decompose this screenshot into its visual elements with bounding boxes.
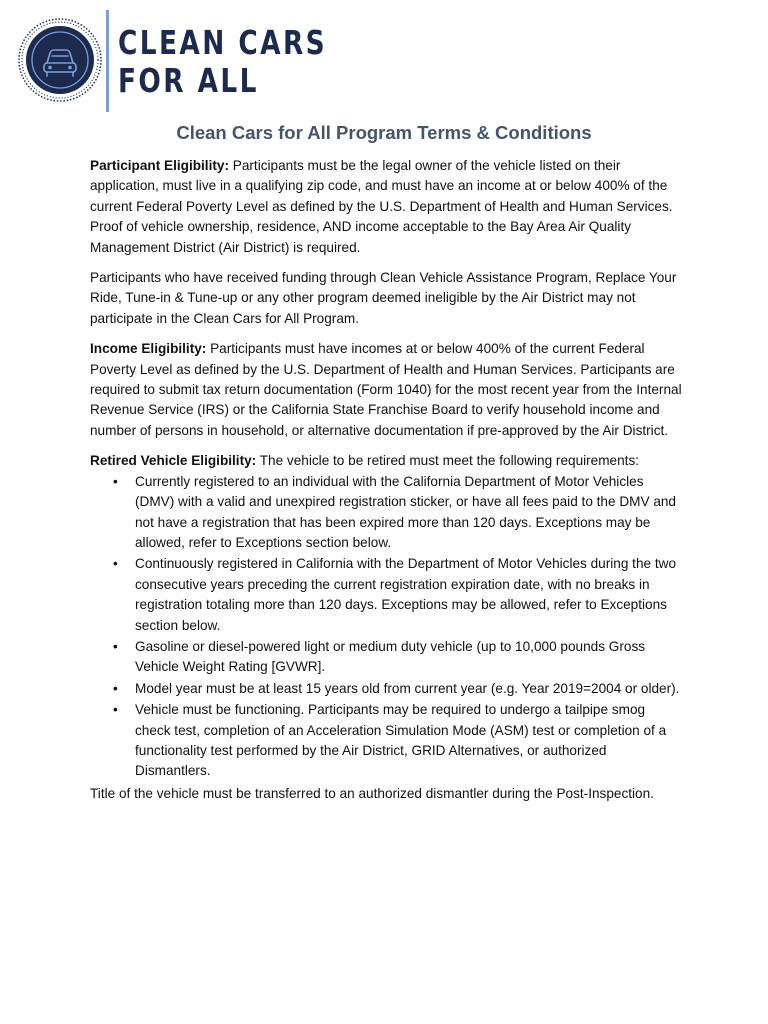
bullet-icon: •: [113, 702, 118, 718]
bullet-icon: •: [113, 556, 118, 572]
participant-eligibility-heading: Participant Eligibility:: [90, 158, 229, 173]
brand-line-1: CLEAN CARS: [118, 23, 328, 62]
list-item-text: Continuously registered in California with the Department of Motor Vehicles during the two consecutive years preceding the current registration expiration date, with no breaks in registration totaling more than 120 days. Exceptions may be allowed, refer to Exceptions section below.: [135, 556, 677, 633]
income-eligibility-paragraph: [90, 339, 684, 441]
list-item-text: Currently registered to an individual with the California Department of Motor Vehicles (DMV) with a valid and unexpired registration sticker, or have all fees paid to the DMV and not have a registration that has been expired more than 120 days. Exceptions may be allowed, refer to Exceptions section below.: [135, 473, 676, 550]
bullet-icon: •: [113, 638, 118, 654]
list-item: [113, 472, 684, 554]
prior-funding-paragraph: Participants who have received funding through Clean Vehicle Assistance Program, Replace Your Ride, Tune-in & Tune-up or any other program deemed ineligible by the Air District may not participate in the Clean Cars for All Program.: [90, 270, 677, 326]
list-item: [113, 554, 684, 636]
retired-vehicle-heading: Retired Vehicle Eligibility:: [90, 453, 257, 469]
participant-eligibility-text: Participants must be the legal owner of the vehicle listed on their application, must live in a qualifying zip code, and must have an income at or below 400% of the current Federal Poverty Level as defined by the U.S. Department of Health and Human Services. Proof of vehicle ownership, residence, AND income acceptable to the Bay Area Air Quality Management District (Air District) is required.: [90, 158, 673, 255]
requirements-list: [90, 472, 684, 782]
income-eligibility-heading: Income Eligibility:: [90, 341, 207, 357]
list-item: [113, 637, 684, 678]
title-transfer-paragraph: Title of the vehicle must be transferred to an authorized dismantler during the Post-Inspection.: [90, 785, 654, 801]
list-item-text: Vehicle must be functioning. Participants may be required to undergo a tailpipe smog check test, completion of an Acceleration Simulation Mode (ASM) test or completion of a functionality test performed by the Air District, GRID Alternatives, or authorized Dismantlers.: [135, 702, 667, 779]
page-title: Clean Cars for All Program Terms & Conditions: [176, 122, 592, 143]
list-item: [113, 679, 684, 699]
income-eligibility-text: Participants must have incomes at or below 400% of the current Federal Poverty Level as defined by the U.S. Department of Health and Human Services. Participants are required to submit tax return documentation (Form 1040) for the most recent year from the Internal Revenue Service (IRS) or the California State Franchise Board to verify household income and number of persons in household, or alternative documentation if pre-approved by the Air District.: [90, 341, 682, 438]
list-item-text: Model year must be at least 15 years old from current year (e.g. Year 2019=2004 or older).: [135, 680, 680, 696]
header: [18, 10, 338, 112]
bullet-icon: •: [113, 680, 118, 696]
list-item: [113, 700, 684, 782]
program-logo: [18, 18, 102, 102]
brand-wordmark: [118, 24, 327, 100]
terms-body: [90, 156, 684, 814]
car-front-icon: [18, 18, 102, 102]
brand-line-2: FOR ALL: [118, 61, 259, 100]
header-divider: [106, 10, 109, 112]
bullet-icon: •: [113, 473, 118, 489]
participant-eligibility-paragraph: [90, 156, 684, 258]
retired-vehicle-intro: The vehicle to be retired must meet the following requirements:: [256, 453, 640, 469]
retired-vehicle-paragraph: [90, 451, 684, 471]
list-item-text: Gasoline or diesel-powered light or medium duty vehicle (up to 10,000 pounds Gross Vehicle Weight Rating [GVWR].: [135, 638, 646, 675]
